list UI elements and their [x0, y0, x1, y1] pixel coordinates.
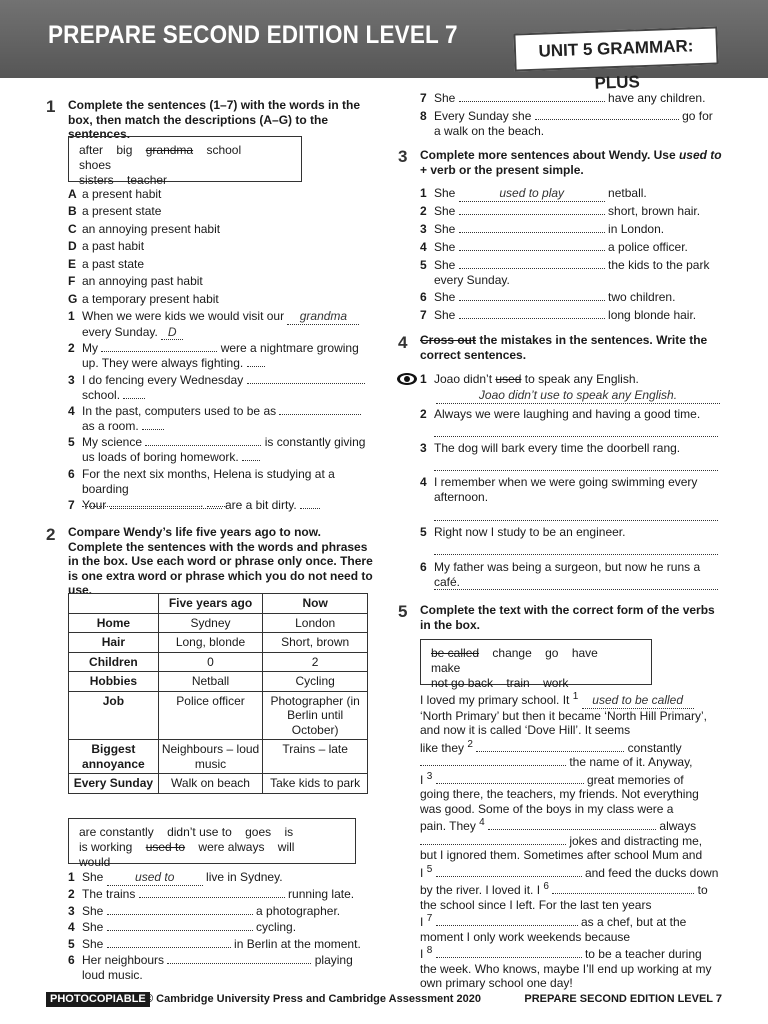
- word-box-item: make: [431, 661, 461, 675]
- answer-blank[interactable]: [145, 435, 261, 446]
- word-box-item: is working: [79, 840, 133, 854]
- word-box-item: change: [492, 646, 532, 660]
- wendy-comparison-table: [68, 593, 368, 794]
- table-cell: Sydney: [158, 613, 263, 633]
- answer-blank[interactable]: [142, 419, 164, 430]
- answer-blank[interactable]: used to play: [459, 186, 605, 202]
- photocopiable-badge: PHOTOCOPIABLE: [46, 992, 150, 1007]
- word-box-item: sisters: [79, 173, 114, 187]
- answer-blank[interactable]: used to: [107, 870, 203, 886]
- word-box-item-crossed: grandma: [145, 143, 194, 157]
- word-box-item-crossed: be called: [431, 646, 480, 660]
- answer-line[interactable]: [434, 554, 718, 555]
- answer-blank[interactable]: [139, 887, 285, 898]
- ex4-sentence-4: 4 I remember when we were going swimming every afternoon.: [420, 475, 698, 504]
- table-header-cell: Now: [263, 594, 368, 614]
- word-box-item: would: [79, 855, 111, 869]
- copyright-text: © Cambridge University Press and Cambridge Assessment 2020: [145, 993, 481, 1005]
- table-row-header: Every Sunday: [69, 774, 159, 794]
- answer-blank[interactable]: [167, 953, 311, 964]
- exercise-2-word-box: [68, 818, 356, 869]
- answer-blank[interactable]: [242, 450, 260, 461]
- table-cell: Police officer: [158, 691, 263, 740]
- exercise-5-number: 5: [398, 602, 408, 621]
- table-row-header: Home: [69, 613, 159, 633]
- answer-blank[interactable]: [420, 755, 566, 766]
- exercise-5-word-box: [420, 639, 652, 690]
- table-cell: Trains – late: [263, 740, 368, 774]
- answer-blank[interactable]: [488, 819, 656, 830]
- ex5-text: I loved my primary school. It $^1$ used to be called ‘North Primary’ but then it became ‘North Hill Primary’, and now it is called ‘Dove Hill’. It seems like they $^2$ constantly the name of it. Anyway, I $^3$ great memories of going there, the teachers, my friends. Not everything was good. Some of the boys in my class were a pain. They $^4$ always jokes and distracting me, but I ignored them. Sometimes after school Mum and I $^5$ and feed the ducks down by the river. I loved it. I $^6$ to the school since I left. For the last ten years I $^7$ as a chef, but at the moment I only work weekends because I $^8$ to be a teacher during the week. Who knows, maybe I’ll end up working at my own primary school one day!: [420, 691, 719, 990]
- page-footer: [46, 992, 722, 1006]
- answer-blank[interactable]: [123, 388, 145, 399]
- exercise-3-number: 3: [398, 147, 408, 166]
- word-box-item-crossed: used to: [145, 840, 186, 854]
- answer-line[interactable]: [434, 470, 718, 471]
- word-box-item: are constantly: [79, 825, 154, 839]
- table-cell: 0: [158, 652, 263, 672]
- word-box-item: is: [284, 825, 294, 839]
- ex1-sentence-2: 2 My were a nightmare growing up. They were always fighting.: [68, 341, 359, 370]
- answer-blank[interactable]: [279, 404, 361, 415]
- table-row-header: Children: [69, 652, 159, 672]
- answer-blank[interactable]: [436, 773, 584, 784]
- answer-blank[interactable]: [459, 222, 605, 233]
- table-row-header: Hair: [69, 633, 159, 653]
- answer-blank[interactable]: [420, 834, 566, 845]
- word-box-item: train: [506, 676, 530, 690]
- answer-blank[interactable]: [459, 290, 605, 301]
- table-cell: Take kids to park: [263, 774, 368, 794]
- footer-level: PREPARE SECOND EDITION LEVEL 7: [524, 993, 722, 1005]
- answer-blank[interactable]: [459, 240, 605, 251]
- answer-line[interactable]: [434, 589, 718, 590]
- word-box-item: after: [79, 143, 104, 157]
- ex4-answer-1: [434, 388, 722, 404]
- table-cell: Photographer (in Berlin until October): [263, 691, 368, 740]
- answer-line[interactable]: Joao didn’t use to speak any English.: [436, 388, 720, 404]
- answer-blank[interactable]: [300, 498, 320, 509]
- word-box-item: not go back: [431, 676, 494, 690]
- answer-blank[interactable]: [107, 920, 253, 931]
- word-box-item: teacher: [127, 173, 168, 187]
- exercise-2-instruction: Compare Wendy’s life five years ago to now. Complete the sentences with the words and phrases in the box. Use each word or phrase only once. There is one extra word or phrase which you do not need to use.: [68, 525, 373, 597]
- ex3-sentence-5: 5 She the kids to the park every Sunday.: [420, 258, 710, 287]
- exercise-3-instruction: Complete more sentences about Wendy. Use used to + verb or the present simple.: [420, 148, 722, 177]
- unit-label: UNIT 5 GRAMMAR: PLUS: [513, 26, 718, 71]
- answer-blank[interactable]: [535, 109, 679, 120]
- answer-blank[interactable]: [110, 498, 222, 509]
- exercise-5-instruction: Complete the text with the correct form of the verbs in the box.: [420, 603, 715, 632]
- table-cell: London: [263, 613, 368, 633]
- answer-blank[interactable]: D: [161, 325, 183, 341]
- table-row-header: Biggest annoyance: [69, 740, 159, 774]
- table-cell: Neighbours – loud music: [158, 740, 263, 774]
- ex1-sentence-6: 6 For the next six months, Helena is studying at a boarding .: [68, 467, 335, 510]
- table-cell: Short, brown: [263, 633, 368, 653]
- table-row-header: Job: [69, 691, 159, 740]
- answer-blank[interactable]: grandma: [287, 309, 359, 325]
- answer-blank[interactable]: [459, 308, 605, 319]
- exercise-1-word-box: [68, 136, 302, 187]
- answer-blank[interactable]: [247, 356, 265, 367]
- answer-blank[interactable]: [247, 373, 365, 384]
- answer-line[interactable]: [434, 436, 718, 437]
- table-cell: 2: [263, 652, 368, 672]
- exercise-4-number: 4: [398, 333, 408, 352]
- word-box-item: goes: [245, 825, 272, 839]
- table-cell: Long, blonde: [158, 633, 263, 653]
- answer-blank[interactable]: [436, 947, 582, 958]
- word-box-item: work: [543, 676, 569, 690]
- ex2-sentence-6: 6 Her neighbours playing loud music.: [68, 953, 353, 982]
- answer-blank[interactable]: [107, 937, 231, 948]
- book-title: PREPARE SECOND EDITION LEVEL 7: [48, 21, 458, 49]
- ex1-sentence-4: 4 In the past, computers used to be as as a room.: [68, 404, 370, 434]
- ex1-sentence-3: 3 I do fencing every Wednesday school.: [68, 373, 370, 403]
- table-cell: Cycling: [263, 672, 368, 692]
- word-box-item: big: [116, 143, 133, 157]
- table-cell: Walk on beach: [158, 774, 263, 794]
- word-box-item: shoes: [79, 158, 112, 172]
- exercise-2-number: 2: [46, 525, 56, 544]
- answer-blank[interactable]: [101, 341, 217, 352]
- ex1-sentence-1: 1 When we were kids we would visit our grandma every Sunday. D: [68, 309, 370, 339]
- exercise-1-instruction: Complete the sentences (1–7) with the words in the box, then match the descriptions (A–G) to the sentences.: [68, 98, 361, 141]
- ex2-sentence-8: 8 Every Sunday she go for a walk on the beach.: [420, 109, 713, 138]
- table-cell: Netball: [158, 672, 263, 692]
- answer-line[interactable]: [434, 520, 718, 521]
- word-box-item: were always: [198, 840, 265, 854]
- answer-blank[interactable]: [459, 204, 605, 215]
- exercise-4-instruction: Cross out the mistakes in the sentences. Write the correct sentences.: [420, 333, 708, 362]
- answer-blank[interactable]: [459, 258, 605, 269]
- answer-blank[interactable]: [476, 741, 624, 752]
- word-box-item: didn’t use to: [167, 825, 232, 839]
- table-header-cell: [69, 594, 159, 614]
- answer-blank[interactable]: [436, 866, 582, 877]
- word-box-item: go: [545, 646, 559, 660]
- word-box-item: school: [206, 143, 242, 157]
- word-box-item: will: [277, 840, 295, 854]
- table-header-cell: Five years ago: [158, 594, 263, 614]
- page-header: [0, 0, 768, 93]
- table-row-header: Hobbies: [69, 672, 159, 692]
- answer-blank[interactable]: [436, 915, 578, 926]
- word-box-item: have: [571, 646, 598, 660]
- ex4-sentence-1: 1 Joao didn’t used to speak any English.: [420, 372, 639, 386]
- exercise-1-number: 1: [46, 97, 56, 116]
- eye-icon: [396, 372, 418, 386]
- answer-blank[interactable]: [552, 883, 694, 894]
- ex1-sentence-5: 5 My science is constantly giving us loads of boring homework.: [68, 435, 366, 464]
- answer-blank[interactable]: used to be called: [582, 693, 694, 709]
- answer-blank[interactable]: [459, 91, 605, 102]
- answer-blank[interactable]: [107, 904, 253, 915]
